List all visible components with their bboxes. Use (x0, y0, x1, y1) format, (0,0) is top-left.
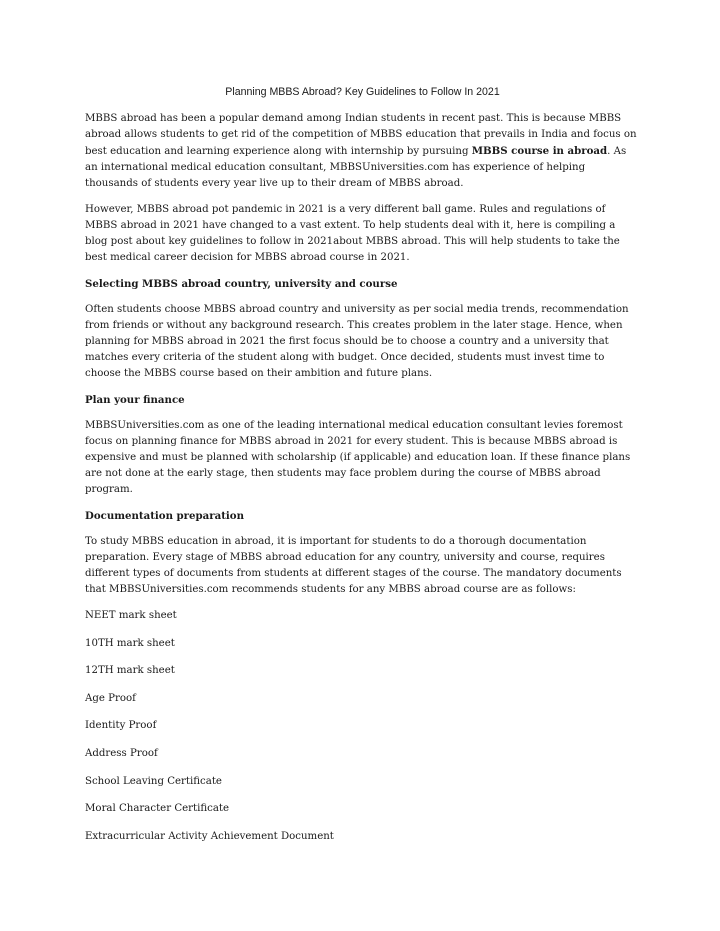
list-item: Extracurricular Activity Achievement Document (85, 830, 334, 842)
section-heading-finance: Plan your finance (85, 394, 185, 406)
list-item: Age Proof (85, 692, 136, 704)
list-item: NEET mark sheet (85, 610, 177, 621)
section-body-finance: MBBSUniversities.com as one of the leading international medical education consultant levies foremost focus on planning finance for MBBS abroad in 2021 for every student. This is because MBBS abroad is expensive and must be planned with scholarship (if applicable) and education loan. If these finance plans are not done at the early stage, then students may face problem during the course of MBBS abroad program. (85, 420, 631, 495)
intro-text-after: . As an international medical education consultant, MBBSUniversities.com has experience of helping thousands of students every year live up to their dream of MBBS abroad. (85, 146, 627, 189)
document-list (85, 608, 640, 845)
intro-paragraph (85, 111, 640, 192)
intro-text-before: MBBS abroad has been a popular demand among Indian students in recent past. This is because MBBS abroad allows students to get rid of the competition of MBBS education that prevails in India and focus on best education and learning experience along with internship by pursuing (85, 113, 637, 157)
pandemic-paragraph: However, MBBS abroad pot pandemic in 2021 is a very different ball game. Rules and regulations of MBBS abroad in 2021 have changed to a vast extent. To help students deal with it, here is compiling a blog post about key guidelines to follow in 2021about MBBS abroad. This will help students to take the best medical career decision for MBBS abroad course in 2021. (85, 204, 620, 263)
list-item: Identity Proof (85, 720, 157, 732)
list-item: 12TH mark sheet (85, 665, 175, 677)
section-heading-documentation: Documentation preparation (85, 510, 244, 522)
list-item: Moral Character Certificate (85, 803, 230, 815)
mbbs-course-link[interactable]: MBBS course in abroad (471, 145, 608, 157)
section-heading-selecting: Selecting MBBS abroad country, university and course (85, 278, 398, 290)
section-body-documentation: To study MBBS education in abroad, it is important for students to do a thorough documentation preparation. Every stage of MBBS abroad education for any country, university and course, requires different types of documents from students at different stages of the course. The mandatory documents that MBBSUniversities.com recommends students for any MBBS abroad course are as follows: (85, 536, 622, 595)
list-item: 10TH mark sheet (85, 637, 175, 649)
document-title: Planning MBBS Abroad? Key Guidelines to Follow In 2021 (225, 86, 500, 98)
section-body-selecting: Often students choose MBBS abroad country and university as per social media trends, recommendation from friends or without any background research. This creates problem in the later stage. Hence, when planning for MBBS abroad in 2021 the first focus should be to choose a country and a university that matches every criteria of the student along with budget. Once decided, students must invest time to choose the MBBS course based on their ambition and future plans. (85, 304, 629, 379)
list-item: School Leaving Certificate (85, 775, 222, 787)
list-item: Address Proof (85, 747, 158, 759)
document-page (85, 84, 640, 856)
